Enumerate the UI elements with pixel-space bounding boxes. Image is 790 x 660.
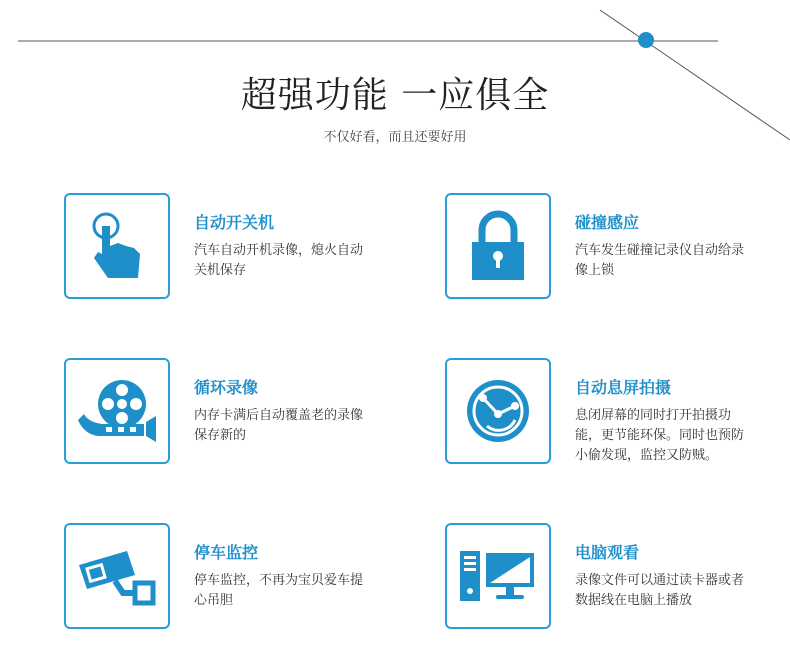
desktop-computer-icon [458, 547, 538, 605]
feature-description: 汽车发生碰撞记录仪自动给录像上锁 [575, 243, 745, 278]
page-title: 超强功能 一应俱全 [240, 75, 550, 116]
feature-icon-box [445, 358, 551, 464]
feature-parking-monitor [64, 523, 394, 633]
feature-description: 内存卡满后自动覆盖老的录像保存新的 [194, 408, 364, 443]
feature-icon-box [64, 193, 170, 299]
feature-title: 碰撞感应 [575, 213, 640, 232]
film-reel-icon [74, 376, 160, 446]
feature-title: 电脑观看 [575, 543, 640, 562]
radar-icon [463, 376, 533, 446]
security-camera-icon [75, 545, 159, 607]
feature-screen-off-shooting [445, 358, 775, 468]
feature-icon-box [445, 523, 551, 629]
page-subtitle: 不仅好看，而且还要好用 [323, 130, 467, 145]
padlock-icon [468, 210, 528, 282]
feature-icon-box [445, 193, 551, 299]
feature-title: 停车监控 [194, 543, 259, 562]
feature-description: 息闭屏幕的同时打开拍摄功能，更节能环保。同时也预防小偷发现，监控又防贼。 [575, 408, 745, 463]
feature-title: 自动开关机 [194, 213, 275, 232]
feature-icon-box [64, 523, 170, 629]
feature-description: 停车监控，不再为宝贝爱车提心吊胆 [194, 573, 364, 608]
hand-pointer-icon [82, 206, 152, 286]
feature-title: 自动息屏拍摄 [575, 378, 672, 397]
feature-description: 汽车自动开机录像，熄火自动关机保存 [194, 243, 364, 278]
feature-icon-box [64, 358, 170, 464]
feature-title: 循环录像 [194, 378, 259, 397]
feature-description: 录像文件可以通过读卡器或者数据线在电脑上播放 [575, 573, 745, 608]
accent-dot [638, 32, 654, 48]
feature-pc-viewing [445, 523, 775, 633]
feature-loop-recording [64, 358, 394, 468]
feature-collision [445, 193, 775, 303]
feature-auto-power [64, 193, 394, 303]
